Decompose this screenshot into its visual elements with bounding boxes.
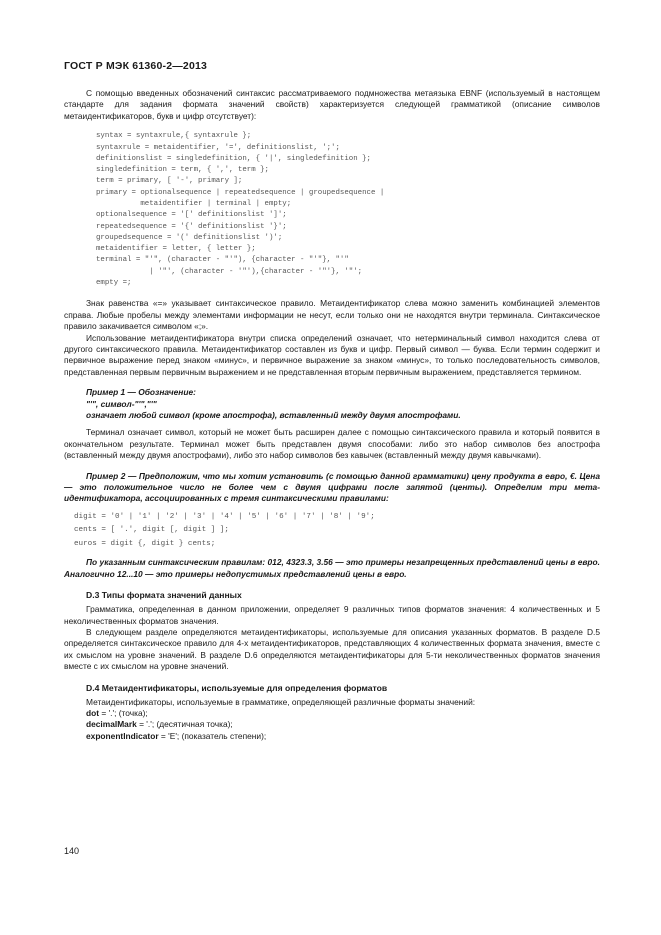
definition-line [64, 719, 600, 730]
grammar-line: metaidentifier | terminal | empty; [96, 200, 292, 208]
grammar-line: optionalsequence = '[' definitionslist ']'; [96, 211, 287, 220]
example2-text: Пример 2 — Предположим, что мы хотим установить (с помощью данной грамматики) цену продукта в евро, €. Цена — это положительное число не более чем с двумя цифрами после запятой (центы). Определим три мета-идентификатора, ассоциированных с тремя синтаксическими правилами: [64, 470, 600, 504]
example1-code: "'", символ-"'","'" [86, 398, 157, 409]
example2-conclusion: По указанным синтаксическим правилам: 012, 4323.3, 3.56 — это примеры незапрещенных представлений цены в евро. Аналогично 12...10 — это примеры недопустимых представлений цены в евро. [64, 557, 600, 579]
definition-name: decimalMark [86, 719, 137, 730]
grammar-line: primary = optionalsequence | repeatedsequence | groupedsequence | [96, 188, 385, 197]
grammar-line: repeatedsequence = '{' definitionslist '}'; [96, 222, 287, 231]
example1-meaning: означает любой символ (кроме апострофа), вставленный между двумя апострофами. [86, 410, 461, 421]
page-number: 140 [64, 846, 80, 856]
intro-paragraph: С помощью введенных обозначений синтаксис рассматриваемого подмножества метаязыка EBNF (используемый в настоящем стандарте для задания формата значений свойств) характеризуется следующей грамматикой (описание символов метаидентификаторов, букв и цифр отсутствует): [64, 88, 600, 121]
grammar-line: empty =; [96, 279, 132, 288]
document-body [64, 88, 600, 742]
grammar-line: syntaxrule = metaidentifier, '=', definitionslist, ';'; [96, 143, 340, 152]
grammar-line: groupedsequence = '(' definitionslist ')'; [96, 233, 283, 242]
section-d3-p1: Грамматика, определенная в данном приложении, определяет 9 различных типов форматов значения: 4 количественных и 5 неколичественных форматов значения. [64, 604, 600, 626]
grammar-line: | '"', (character - '"'),{character - '"'}, '"'; [96, 267, 363, 276]
grammar-line: definitionslist = singledefinition, { '|', singledefinition }; [96, 154, 371, 163]
definition-line [64, 731, 600, 742]
grammar-line: term = primary, [ '-', primary ]; [96, 177, 243, 186]
example2-code-line: digit = '0' | '1' | '2' | '3' | '4' | '5' | '6' | '7' | '8' | '9'; [74, 512, 375, 521]
document-header: ГОСТ Р МЭК 61360-2—2013 [64, 60, 208, 72]
grammar-line: syntax = syntaxrule,{ syntaxrule }; [96, 132, 252, 141]
grammar-line: metaidentifier = letter, { letter }; [96, 245, 256, 254]
definition-name: exponentIndicator [86, 730, 159, 741]
grammar-line: terminal = "'", (character - "'"), {character - "'"}, "'" [96, 256, 349, 265]
section-d3-p2: В следующем разделе определяются метаидентификаторы, используемые для описания указанных форматов. В разделе D.5 определяется синтаксическое правило для 4-х метаидентификаторов, представляющих 4 количественных формата значения, вместе с их смыслом на уровне значений. В разделе D.6 определяются метаидентификаторы для 5-ти неколичественных форматов значения вместе с их смыслом на уровне значений. [64, 627, 600, 672]
section-d3-heading: D.3 Типы формата значений данных [86, 590, 242, 601]
definition-name: dot [86, 708, 100, 719]
grammar-line: singledefinition = term, { ',', term }; [96, 166, 269, 175]
grammar-code-block [64, 131, 600, 289]
metaidentifier-paragraph: Использование метаидентификатора внутри списка определений означает, что нетерминальный символ находится слева от другого синтаксического правила. Метаидентификатор составлен из букв и цифр. Первый символ — буква. Если термин содержит и первичное выражение перед знаком «минус», и первичное выражение за знаком «минус», то только последовательность символов, представленная первым первичным выражением и не представленная вторым первичным выражением, представляется термином. [64, 332, 600, 377]
section-d4-definitions [64, 708, 600, 742]
example2-code-line: cents = [ '.', digit [, digit ] ]; [74, 526, 229, 535]
equals-paragraph: Знак равенства «=» указывает синтаксическое правило. Метаидентификатор слева можно заменить комбинацией элементов справа. Любые пробелы между элементами информации не несут, если только они не находятся внутри терминала. Синтаксическое правило закачивается символом «;». [64, 298, 600, 332]
section-d4-p1: Метаидентификаторы, используемые в грамматике, определяющей различные форматы значений: [86, 696, 476, 707]
example2-code-block [64, 511, 600, 552]
definition-line [64, 708, 600, 719]
definition-value: = 'E'; (показатель степени); [158, 730, 267, 741]
definition-value: = '.'; (точка); [99, 708, 148, 719]
terminal-paragraph: Терминал означает символ, который не может быть расширен далее с помощью синтаксического правила и который появится в окончательном результате. Терминал может быть представлен двумя способами: либо это набор символов без апострофа (вставленный между двумя апострофами), либо это набор символов без кавычек (вставленный между двумя кавычками). [64, 427, 600, 461]
section-d4-heading: D.4 Метаидентификаторы, используемые для определения форматов [86, 682, 388, 693]
example2-code-line: euros = digit {, digit } cents; [74, 539, 216, 548]
definition-value: = '.'; (десятичная точка); [136, 719, 233, 730]
example1-title: Пример 1 — Обозначение: [86, 387, 196, 398]
